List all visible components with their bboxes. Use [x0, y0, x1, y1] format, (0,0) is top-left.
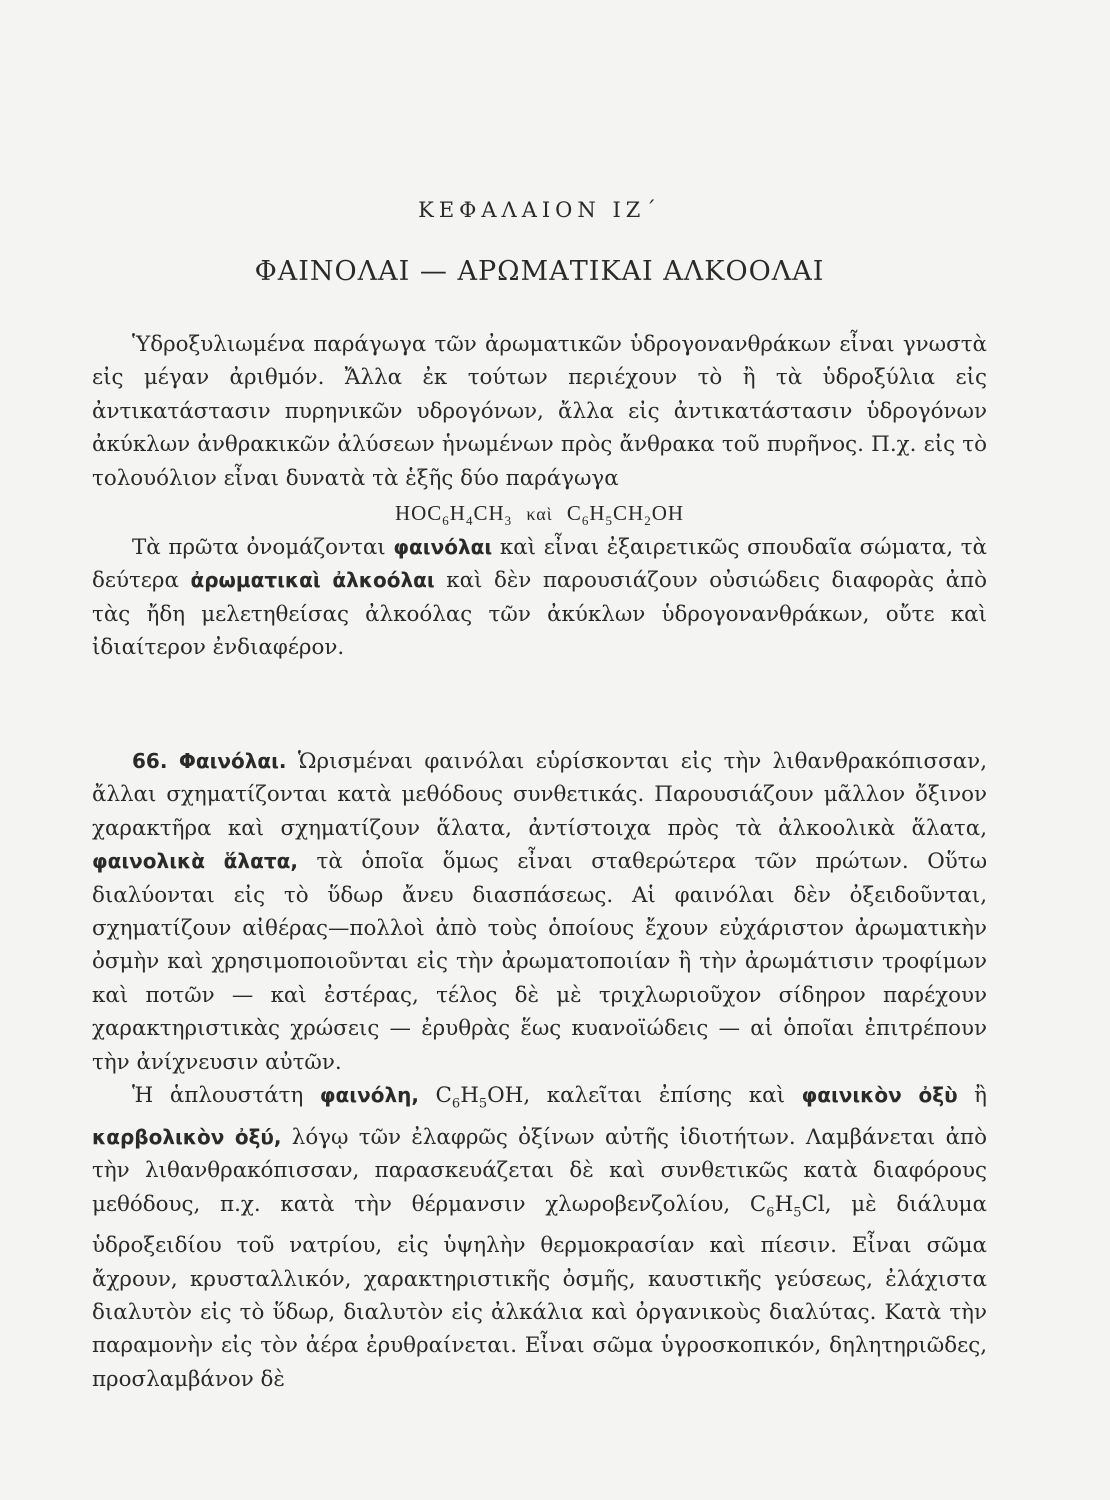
intro-paragraph-1: Ὑδροξυλιωμένα παράγωγα τῶν ἀρωματικῶν ὑδρογονανθράκων εἶναι γνωστὰ εἰς μέγαν ἀριθμόν. Ἄλλα ἐκ τούτων περιέχουν τὸ ἢ τὰ ὑδροξύλια εἰς ἀντικατάστασιν πυρηνικῶν υδρογόνων, ἄλλα εἰς ἀντικατάστασιν ὑδρογόνων ἀκύκλων ἀνθρακικῶν ἀλύσεων ἡνωμένων πρὸς ἄνθρακα τοῦ πυρῆνος. Π.χ. εἰς τὸ τολουόλιον εἶναι δυνατὰ τὰ ἑξῆς δύο παράγωγα [92, 332, 987, 491]
intro-block [92, 328, 987, 665]
formula-right: $C_6H_5CH_2OH$ [566, 501, 685, 529]
section-66-paragraph-1: 66. Φαινόλαι. Ὡρισμέναι φαινόλαι εὑρίσκονται εἰς τὴν λιθανθρακόπισσαν, ἄλλαι σχηματίζονται κατὰ μεθόδους συνθετικάς. Παρουσιάζουν μᾶλλον ὄξινον χαρακτῆρα καὶ σχηματίζουν ἅλατα, ἀντίστοιχα πρὸς τὰ ἀλκοολικὰ ἅλατα, φαινολικὰ ἅλατα, τὰ ὁποῖα ὅμως εἶναι σταθερώτερα τῶν πρώτων. Οὕτω διαλύονται εἰς τὸ ὕδωρ ἄνευ διασπάσεως. Αἱ φαινόλαι δὲν ὀξειδοῦνται, σχηματίζουν αἰθέρας—πολλοὶ ἀπὸ τοὺς ὁποίους ἔχουν εὐχάριστον ἀρωματικὴν ὀσμὴν καὶ χρησιμοποιοῦνται εἰς τὴν ἀρωματοποιίαν ἢ τὴν ἀρωμάτισιν τροφίμων καὶ ποτῶν — καὶ ἐστέρας, τέλος δὲ μὲ τριχλωριοῦχον σίδηρον παρέχουν χαρακτηριστικὰς χρώσεις — ἐρυθρὰς ἕως κυανοϊώδεις — αἱ ὁποῖαι ἐπιτρέπουν τὴν ἀνίχνευσιν αὐτῶν. [92, 749, 988, 1075]
term-phenolic-salts: φαινολικὰ ἅλατα, [92, 849, 298, 874]
chapter-title: ΦΑΙΝΟΛΑΙ — ΑΡΩΜΑΤΙΚΑΙ ΑΛΚΟΟΛΑΙ [254, 256, 825, 287]
section-66-paragraph-2: Ἡ ἁπλουστάτη φαινόλη, $C_6H_5OH$, καλεῖται ἐπίσης καὶ φαινικὸν ὀξὺ ἢ καρβολικὸν ὀξύ, λόγῳ τῶν ἐλαφρῶς ὀξίνων αὐτῆς ἰδιοτήτων. Λαμβάνεται ἀπὸ τὴν λιθανθρακόπισσαν, παρασκευάζεται δὲ καὶ συνθετικῶς κατὰ διαφόρους μεθόδους, π.χ. κατὰ τὴν θέρμανσιν χλωροβενζολίου, $C_6H_5Cl$, μὲ διάλυμα ὑδροξειδίου τοῦ νατρίου, εἰς ὑψηλὴν θερμοκρασίαν καὶ πίεσιν. Εἶναι σῶμα ἄχρουν, κρυσταλλικόν, χαρακτηριστικῆς ὀσμῆς, καυστικῆς γεύσεως, ἐλάχιστα διαλυτὸν εἰς τὸ ὕδωρ, διαλυτὸν εἰς ἀλκάλια καὶ ὀργανικοὺς διαλύτας. Κατὰ τὴν παραμονὴν εἰς τὸν ἀέρα ἐρυθραίνεται. Εἶναι σῶμα ὑγροσκοπικόν, δηλητηριῶδες, προσλαμβάνον δὲ [92, 1083, 987, 1392]
formula-conj: καὶ [526, 504, 553, 525]
term-aromatic-alcohols: ἀρωματικαὶ ἀλκοόλαι [190, 568, 435, 593]
section-heading: Φαινόλαι. [178, 749, 287, 773]
term-carbolic-acid: καρβολικὸν ὀξύ, [92, 1124, 282, 1149]
formula-left: $HOC_6H_4CH_3$ [394, 501, 513, 529]
section-66 [92, 745, 987, 1396]
intro-paragraph-2: Τὰ πρῶτα ὀνομάζονται φαινόλαι καὶ εἶναι ἐξαιρετικῶς σπουδαῖα σώματα, τὰ δεύτερα ἀρωματικαὶ ἀλκοόλαι καὶ δὲν παρουσιάζουν οὐσιώδεις διαφορὰς ἀπὸ τὰς ἤδη μελετηθείσας ἀλκοόλας τῶν ἀκύκλων ὑδρογονανθράκων, οὔτε καὶ ἰδιαίτερον ἐνδιαφέρον. [92, 535, 988, 661]
formula-line [92, 495, 987, 531]
chapter-label: ΚΕΦΑΛΑΙΟΝ ΙΖ΄ [418, 198, 661, 222]
section-number: 66. [132, 749, 168, 773]
term-phenols: φαινόλαι [393, 535, 493, 560]
term-phenol: φαινόλη, [319, 1083, 419, 1108]
term-phenic-acid: φαινικὸν ὀξὺ [801, 1083, 958, 1108]
